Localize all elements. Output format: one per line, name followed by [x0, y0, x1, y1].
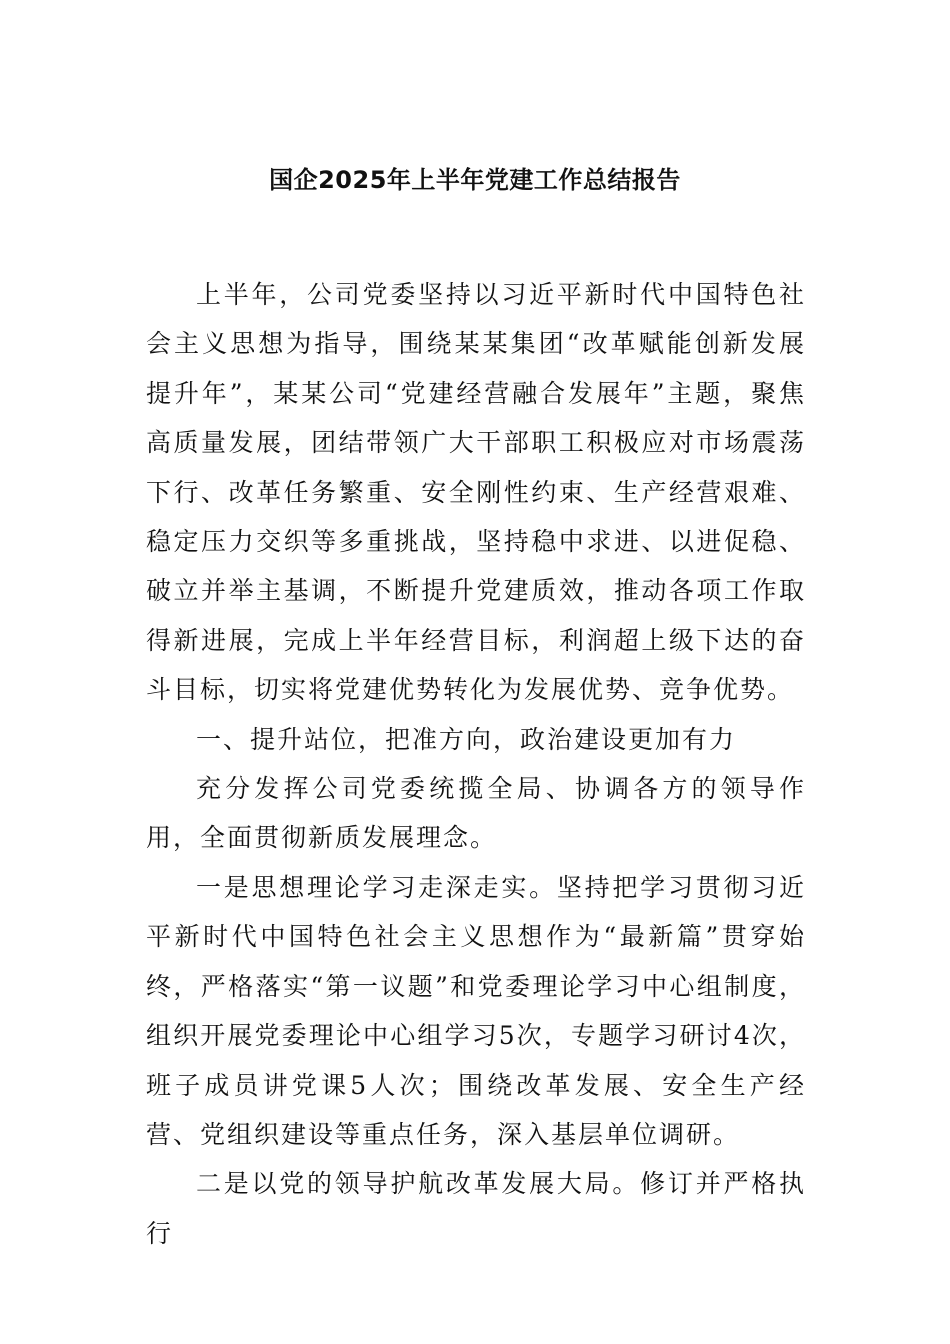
document-body: [146, 270, 806, 1258]
intro-paragraph: 上半年，公司党委坚持以习近平新时代中国特色社会主义思想为指导，围绕某某集团“改革赋能创新发展提升年”，某某公司“党建经营融合发展年”主题，聚焦高质量发展，团结带领广大干部职工积极应对市场震荡下行、改革任务繁重、安全刚性约束、生产经营艰难、稳定压力交织等多重挑战，坚持稳中求进、以进促稳、破立并举主基调，不断提升党建质效，推动各项工作取得新进展，完成上半年经营目标，利润超上级下达的奋斗目标，切实将党建优势转化为发展优势、竞争优势。: [146, 280, 806, 705]
point-2-paragraph: 二是以党的领导护航改革发展大局。修订并严格执行: [146, 1169, 806, 1248]
document-title: 国企2025年上半年党建工作总结报告: [269, 166, 681, 194]
section-heading-1: 一、提升站位，把准方向，政治建设更加有力: [196, 724, 737, 754]
section-1-intro-paragraph: 充分发挥公司党委统揽全局、协调各方的领导作用，全面贯彻新质发展理念。: [146, 774, 806, 853]
point-1-paragraph: 一是思想理论学习走深走实。坚持把学习贯彻习近平新时代中国特色社会主义思想作为“最新篇”贯穿始终，严格落实“第一议题”和党委理论学习中心组制度，组织开展党委理论中心组学习5次，专题学习研讨4次，班子成员讲党课5人次；围绕改革发展、安全生产经营、党组织建设等重点任务，深入基层单位调研。: [146, 872, 806, 1149]
